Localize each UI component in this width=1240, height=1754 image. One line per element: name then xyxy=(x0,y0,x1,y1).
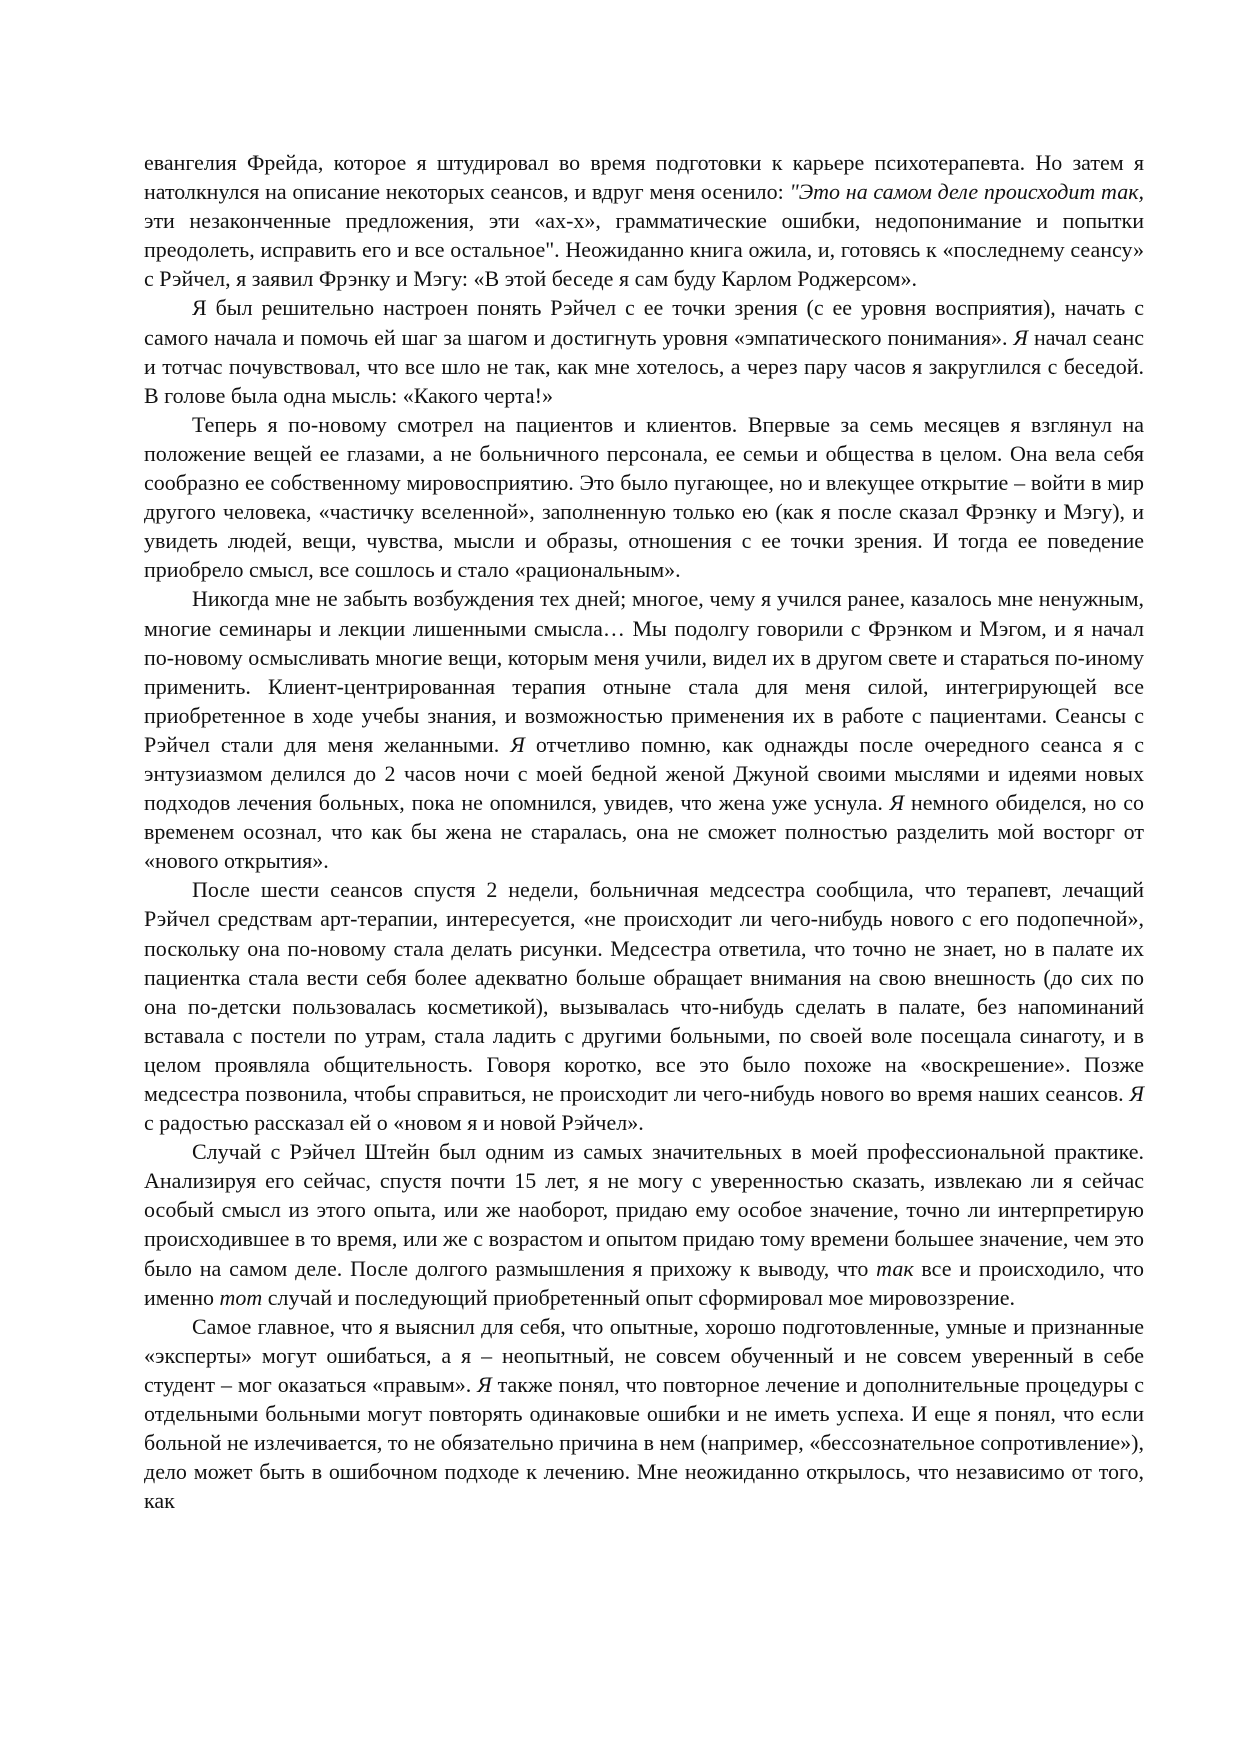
paragraph-1-text: евангелия Фрейда, которое я штудировал во время подготовки к карьере психотерапевта. Но затем я натолкнулся на описание некоторых сеансов, и вдруг меня осенило: xyxy=(144,150,1144,205)
paragraph-7 xyxy=(144,1312,1144,1516)
paragraph-5-text: После шести сеансов спустя 2 недели, больничная медсестра сообщила, что терапевт, лечащий Рэйчел средствам арт-терапии, интересуется, «не происходит ли чего-нибудь нового с его подопечной», поскольку она по-новому стала делать рисунки. Медсестра ответила, что точно не знает, но в палате их пациентка стала вести себя более адекватно больше обращает внимания на свою внешность (до сих по она по-детски пользовалась косметикой), вызывалась что-нибудь сделать в палате, без напоминаний вставала с постели по утрам, стала ладить с другими больными, по своей воле посещала синаготу, и в целом проявляла общительность. Говоря коротко, все это было похоже на «воскрешение». Позже медсестра позвонила, чтобы справиться, не происходит ли чего-нибудь нового во время наших сеансов. xyxy=(144,877,1144,1106)
paragraph-5-text-cont: с радостью рассказал ей о «новом я и новой Рэйчел». xyxy=(144,1110,644,1136)
paragraph-7-text-cont: также понял, что повторное лечение и дополнительные процедуры с отдельными больными могут повторять одинаковые ошибки и не иметь успеха. И еще я понял, что если больной не излечивается, то не обязательно причина в нем (например, «бессознательное сопротивление»), дело может быть в ошибочном подходе к лечению. Мне неожиданно открылось, что независимо от того, как xyxy=(144,1371,1144,1514)
paragraph-5 xyxy=(144,875,1144,1137)
paragraph-6-italic-2: тот xyxy=(219,1284,263,1310)
paragraph-4-text-cont-1: отчетливо помню, как однажды после очередного сеанса я с энтузиазмом делился до 2 часов ночи с моей бедной женой Джуной своими мыслями и идеями новых подходов лечения больных, пока не опомнился, увидев, что жена уже уснула. xyxy=(144,731,1144,816)
paragraph-6-text-cont-1: все и происходило, что именно xyxy=(144,1255,1144,1310)
document-page xyxy=(144,148,1144,1515)
paragraph-4-text-cont-2: немного обиделся, но со временем осознал, что как бы жена не старалась, она не сможет полностью разделить мой восторг от «нового открытия». xyxy=(144,790,1144,874)
paragraph-1 xyxy=(144,148,1144,293)
paragraph-1-italic-quote: "Это на самом деле происходит так, xyxy=(789,179,1144,205)
paragraph-4-italic-1: Я xyxy=(510,731,525,757)
paragraph-7-text: Самое главное, что я выяснил для себя, что опытные, хорошо подготовленные, умные и признанные «эксперты» могут ошибаться, а я – неопытный, не совсем обученный и не совсем уверенный в себе студент – мог оказаться «правым». xyxy=(144,1313,1144,1397)
paragraph-3-text: Теперь я по-новому смотрел на пациентов и клиентов. Впервые за семь месяцев я взглянул на положение вещей ее глазами, а не больничного персонала, ее семьи и общества в целом. Она вела себя сообразно ее собственному мировосприятию. Это было пугающее, но и влекущее открытие – войти в мир другого человека, «частичку вселенной», заполненную только ею (как я после сказал Фрэнку и Мэгу), и увидеть людей, вещи, чувства, мысли и образы, отношения с ее точки зрения. И тогда ее поведение приобрело смысл, все сошлось и стало «рациональным». xyxy=(144,411,1144,583)
paragraph-2-text-cont: начал сеанс и тотчас почувствовал, что все шло не так, как мне хотелось, а через пару часов я закруглился с беседой. В голове была одна мысль: «Какого черта!» xyxy=(144,324,1144,408)
paragraph-3 xyxy=(144,410,1144,585)
paragraph-6-text: Случай с Рэйчел Штейн был одним из самых значительных в моей профессиональной практике. Анализируя его сейчас, спустя почти 15 лет, я не могу с уверенностью сказать, извлекаю ли я сейчас особый смысл из этого опыта, или же наоборот, придаю ему особое значение, точно ли интерпретирую происходившее в то время, или же с возрастом и опытом придаю тому времени большее значение, чем это было на самом деле. После долгого размышления я прихожу к выводу, что xyxy=(144,1139,1144,1281)
paragraph-2 xyxy=(144,293,1144,409)
paragraph-7-italic: Я xyxy=(477,1371,492,1397)
paragraph-4-text: Никогда мне не забыть возбуждения тех дней; многое, чему я учился ранее, казалось мне ненужным, многие семинары и лекции лишенными смысла… Мы подолгу говорили с Фрэнком и Мэгом, и я начал по-новому осмысливать многие вещи, которым меня учили, видел их в другом свете и стараться по-иному применить. Клиент-центрированная терапия отныне стала для меня силой, интегрирующей все приобретенное в ходе учебы знания, и возможностью применения их в работе с пациентами. Сеансы с Рэйчел стали для меня желанными. xyxy=(144,586,1144,757)
paragraph-6-text-cont-2: случай и последующий приобретенный опыт сформировал мое мировоззрение. xyxy=(262,1284,1016,1310)
paragraph-6-italic-1: так xyxy=(876,1255,914,1281)
paragraph-6 xyxy=(144,1137,1144,1312)
paragraph-1-text-cont: эти незаконченные предложения, эти «ах-х», грамматические ошибки, недопонимание и попытки преодолеть, исправить его и все остальное". Неожиданно книга ожила, и, готовясь к «последнему сеансу» с Рэйчел, я заявил Фрэнку и Мэгу: «В этой беседе я сам буду Карлом Роджерсом». xyxy=(144,208,1144,292)
paragraph-4 xyxy=(144,584,1144,875)
paragraph-4-italic-2: Я xyxy=(889,790,905,816)
paragraph-2-italic: Я xyxy=(1013,324,1028,350)
paragraph-2-text: Я был решительно настроен понять Рэйчел с ее точки зрения (с ее уровня восприятия), начать с самого начала и помочь ей шаг за шагом и достигнуть уровня «эмпатического понимания». xyxy=(144,295,1144,350)
paragraph-5-italic: Я xyxy=(1129,1081,1144,1106)
